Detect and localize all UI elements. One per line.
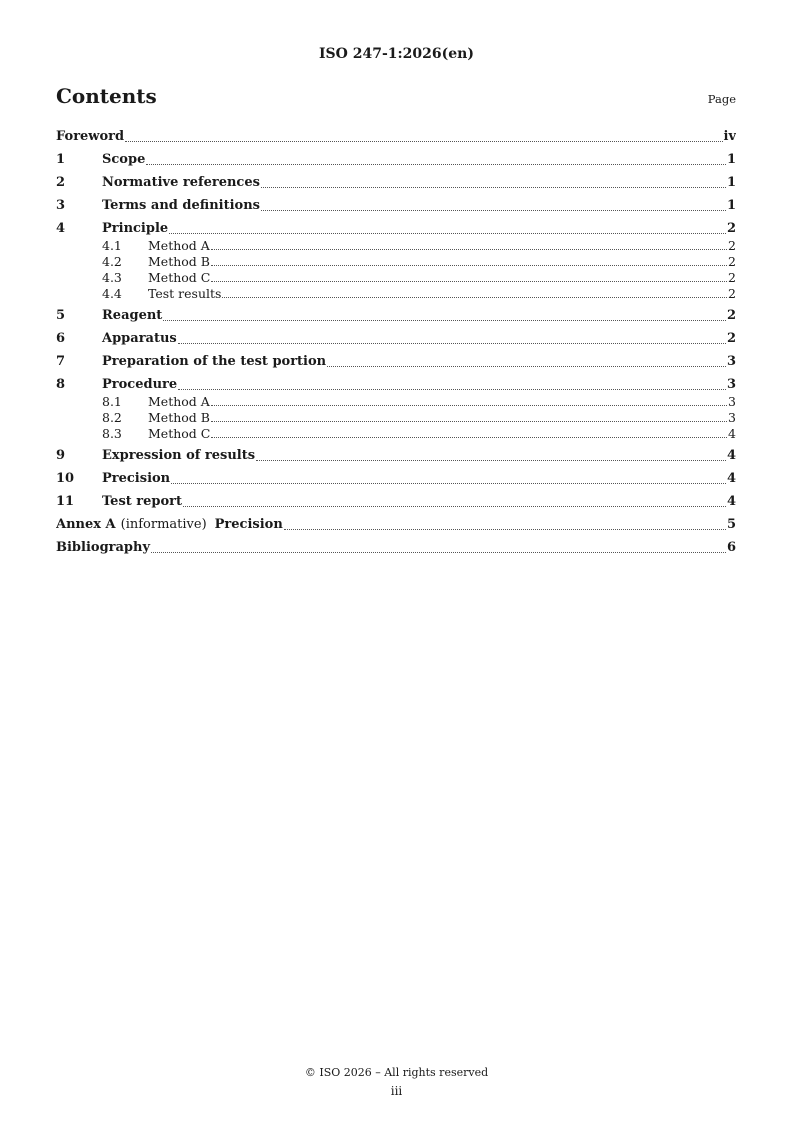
- toc-entry-number: 8: [56, 377, 66, 392]
- dot-leader: [211, 281, 727, 282]
- toc-entry-title: Method A: [148, 238, 210, 253]
- toc-entry-title: Preparation of the test portion: [102, 354, 327, 369]
- toc-entry-number: 1: [56, 152, 66, 167]
- toc-entry-number: 3: [56, 198, 66, 213]
- toc-entry-annex-a[interactable]: [56, 516, 736, 534]
- toc-entry-page: 3: [728, 410, 736, 425]
- table-of-contents: [56, 128, 736, 557]
- toc-entry-page: 4: [728, 426, 736, 441]
- toc-entry-title: Method C: [148, 270, 211, 285]
- toc-entry-number: 2: [56, 175, 66, 190]
- toc-entry-preparation[interactable]: [56, 353, 736, 371]
- dot-leader: [178, 343, 726, 344]
- dot-leader: [222, 297, 727, 298]
- dot-leader: [327, 366, 726, 367]
- annex-title: Precision: [214, 517, 283, 532]
- contents-title: Contents: [56, 84, 157, 108]
- toc-entry-title: Test report: [102, 494, 183, 509]
- toc-entry-number: 8.3: [102, 426, 122, 441]
- dot-leader: [211, 421, 727, 422]
- toc-subentry-4-1[interactable]: [56, 238, 736, 254]
- toc-entry-foreword[interactable]: [56, 128, 736, 146]
- toc-entry-title: Principle: [102, 221, 169, 236]
- dot-leader: [261, 187, 726, 188]
- toc-entry-page: 2: [728, 286, 736, 301]
- dot-leader: [151, 552, 726, 553]
- toc-entry-principle[interactable]: [56, 220, 736, 238]
- toc-entry-number: 4.4: [102, 286, 122, 301]
- toc-entry-title: Bibliography: [56, 540, 151, 555]
- dot-leader: [146, 164, 726, 165]
- toc-subentry-4-4[interactable]: [56, 286, 736, 302]
- toc-entry-title: Test results: [148, 286, 222, 301]
- toc-entry-number: 10: [56, 471, 75, 486]
- toc-entry-number: 8.2: [102, 410, 122, 425]
- toc-subentry-4-2[interactable]: [56, 254, 736, 270]
- toc-entry-number: 5: [56, 308, 66, 323]
- dot-leader: [183, 506, 726, 507]
- toc-entry-test-report[interactable]: [56, 493, 736, 511]
- toc-entry-title: Method A: [148, 394, 210, 409]
- toc-entry-number: 11: [56, 494, 75, 509]
- toc-entry-title: Method B: [148, 410, 210, 425]
- toc-entry-page: 4: [726, 471, 736, 486]
- annex-label: Annex A: [56, 517, 116, 532]
- toc-entry-bibliography[interactable]: [56, 539, 736, 557]
- toc-entry-page: 4: [726, 448, 736, 463]
- annex-informative-note: (informative): [120, 517, 207, 532]
- dot-leader: [169, 233, 726, 234]
- dot-leader: [256, 460, 726, 461]
- toc-entry-page: 1: [726, 198, 736, 213]
- toc-entry-title: Reagent: [102, 308, 163, 323]
- toc-entry-number: 7: [56, 354, 66, 369]
- dot-leader: [125, 141, 722, 142]
- toc-subentry-4-3[interactable]: [56, 270, 736, 286]
- document-id: ISO 247-1:2026(en): [319, 46, 474, 62]
- toc-entry-page: 3: [726, 354, 736, 369]
- toc-entry-title: Method C: [148, 426, 211, 441]
- toc-entry-page: 1: [726, 175, 736, 190]
- toc-entry-title: Procedure: [102, 377, 178, 392]
- toc-entry-page: 6: [726, 540, 736, 555]
- dot-leader: [284, 529, 726, 530]
- toc-entry-title: Method B: [148, 254, 210, 269]
- dot-leader: [211, 249, 727, 250]
- toc-entry-title: Normative references: [102, 175, 260, 190]
- page-number: iii: [390, 1084, 403, 1098]
- toc-entry-page: 2: [726, 308, 736, 323]
- toc-entry-scope[interactable]: [56, 151, 736, 169]
- toc-entry-page: 4: [726, 494, 736, 509]
- toc-entry-title: Terms and definitions: [102, 198, 260, 213]
- toc-entry-title: Precision: [102, 471, 171, 486]
- dot-leader: [211, 437, 727, 438]
- toc-entry-page: 2: [728, 254, 736, 269]
- toc-entry-number: 4.2: [102, 254, 122, 269]
- dot-leader: [211, 265, 727, 266]
- toc-entry-title: Scope: [102, 152, 146, 167]
- dot-leader: [261, 210, 726, 211]
- toc-entry-page: 2: [726, 331, 736, 346]
- toc-entry-page: iv: [723, 129, 736, 144]
- toc-entry-number: 4.3: [102, 270, 122, 285]
- toc-entry-normative-references[interactable]: [56, 174, 736, 192]
- toc-entry-title: Expression of results: [102, 448, 256, 463]
- toc-entry-page: 3: [728, 394, 736, 409]
- dot-leader: [211, 405, 727, 406]
- dot-leader: [178, 389, 726, 390]
- toc-entry-number: 4.1: [102, 238, 122, 253]
- toc-entry-page: 2: [726, 221, 736, 236]
- copyright-notice: © ISO 2026 – All rights reserved: [304, 1066, 489, 1079]
- toc-subentry-8-1[interactable]: [56, 394, 736, 410]
- toc-entry-page: 1: [726, 152, 736, 167]
- toc-entry-title: Foreword: [56, 129, 125, 144]
- toc-subentry-8-3[interactable]: [56, 426, 736, 442]
- toc-entry-page: 2: [728, 238, 736, 253]
- toc-subentry-8-2[interactable]: [56, 410, 736, 426]
- toc-entry-reagent[interactable]: [56, 307, 736, 325]
- toc-entry-expression-of-results[interactable]: [56, 447, 736, 465]
- toc-entry-procedure[interactable]: [56, 376, 736, 394]
- toc-entry-page: 2: [728, 270, 736, 285]
- toc-entry-precision[interactable]: [56, 470, 736, 488]
- toc-entry-number: 9: [56, 448, 66, 463]
- page-column-label: Page: [707, 92, 736, 106]
- toc-entry-number: 4: [56, 221, 66, 236]
- toc-entry-title: Apparatus: [102, 331, 177, 346]
- toc-entry-number: 6: [56, 331, 66, 346]
- dot-leader: [163, 320, 726, 321]
- toc-entry-terms-and-definitions[interactable]: [56, 197, 736, 215]
- toc-entry-page: 5: [726, 517, 736, 532]
- toc-entry-apparatus[interactable]: [56, 330, 736, 348]
- toc-entry-page: 3: [726, 377, 736, 392]
- toc-entry-number: 8.1: [102, 394, 122, 409]
- dot-leader: [171, 483, 726, 484]
